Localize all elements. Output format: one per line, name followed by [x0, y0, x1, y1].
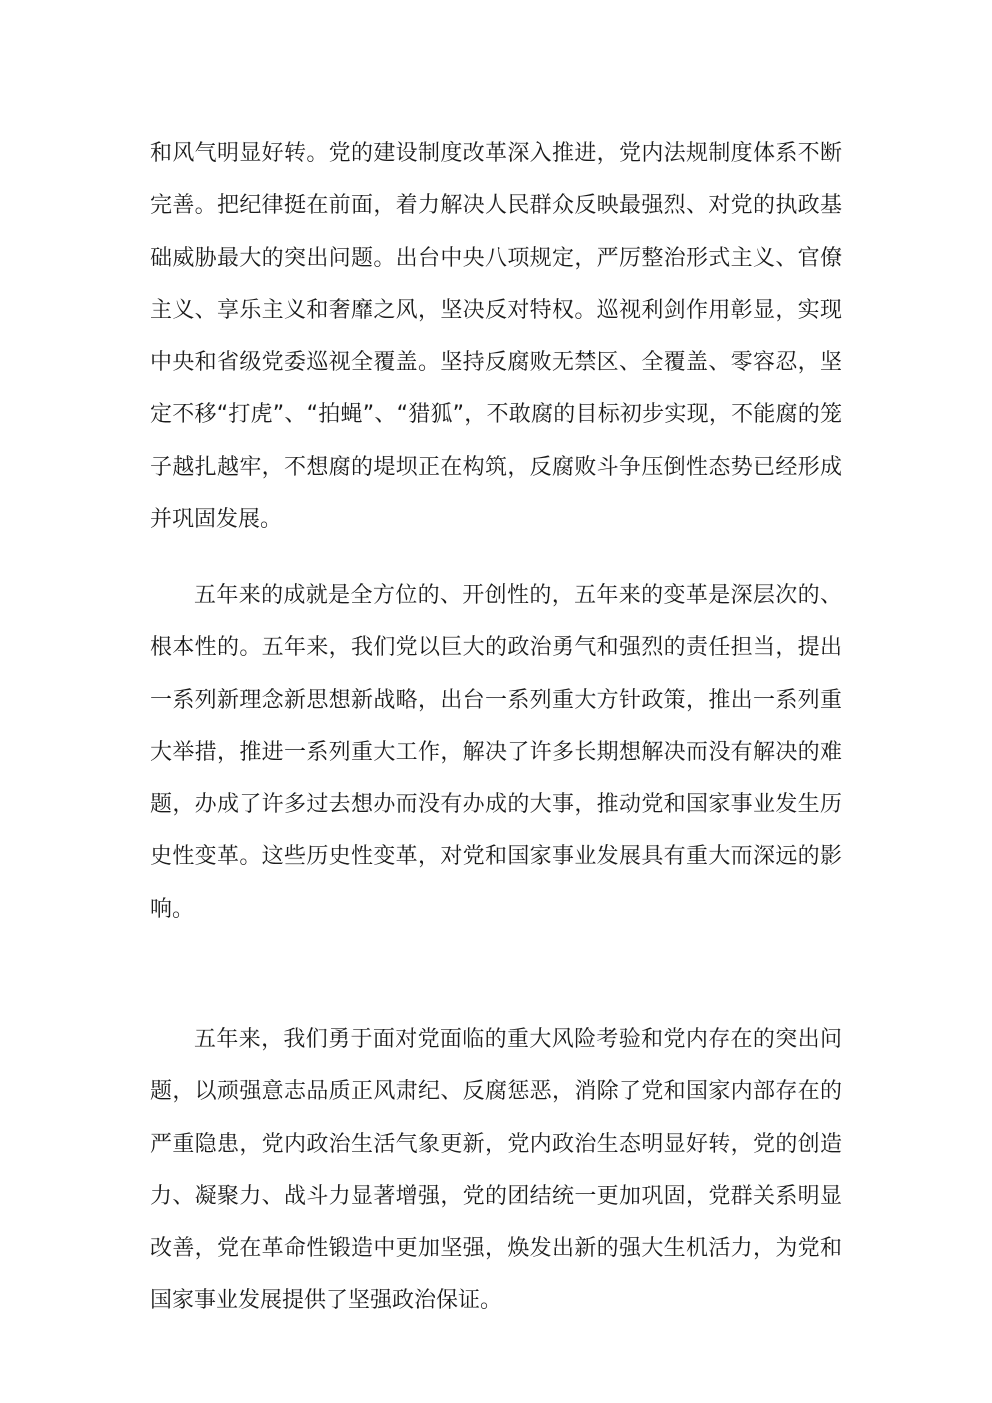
paragraph-achievements: 五年来的成就是全方位的、开创性的，五年来的变革是深层次的、根本性的。五年来，我们党以巨大的政治勇气和强烈的责任担当，提出一系列新理念新思想新战略，出台一系列重大方针政策，推出一系列重大举措，推进一系列重大工作，解决了许多长期想解决而没有解决的难题，办成了许多过去想办而没有办成的大事，推动党和国家事业发生历史性变革。这些历史性变革，对党和国家事业发展具有重大而深远的影响。 [150, 583, 842, 922]
paragraph-continuation: 和风气明显好转。党的建设制度改革深入推进，党内法规制度体系不断完善。把纪律挺在前面，着力解决人民群众反映最强烈、对党的执政基础威胁最大的突出问题。出台中央八项规定，严厉整治形式主义、官僚主义、享乐主义和奢靡之风，坚决反对特权。巡视利剑作用彰显，实现中央和省级党委巡视全覆盖。坚持反腐败无禁区、全覆盖、零容忍，坚定不移“打虎”、“拍蝇”、“猎狐”，不敢腐的目标初步实现，不能腐的笼子越扎越牢，不想腐的堤坝正在构筑，反腐败斗争压倒性态势已经形成并巩固发展。 [150, 141, 842, 533]
paragraph-party-building: 五年来，我们勇于面对党面临的重大风险考验和党内存在的突出问题，以顽强意志品质正风肃纪、反腐惩恶，消除了党和国家内部存在的严重隐患，党内政治生活气象更新，党内政治生态明显好转，党的创造力、凝聚力、战斗力显著增强，党的团结统一更加巩固，党群关系明显改善，党在革命性锻造中更加坚强，焕发出新的强大生机活力，为党和国家事业发展提供了坚强政治保证。 [150, 1027, 842, 1314]
